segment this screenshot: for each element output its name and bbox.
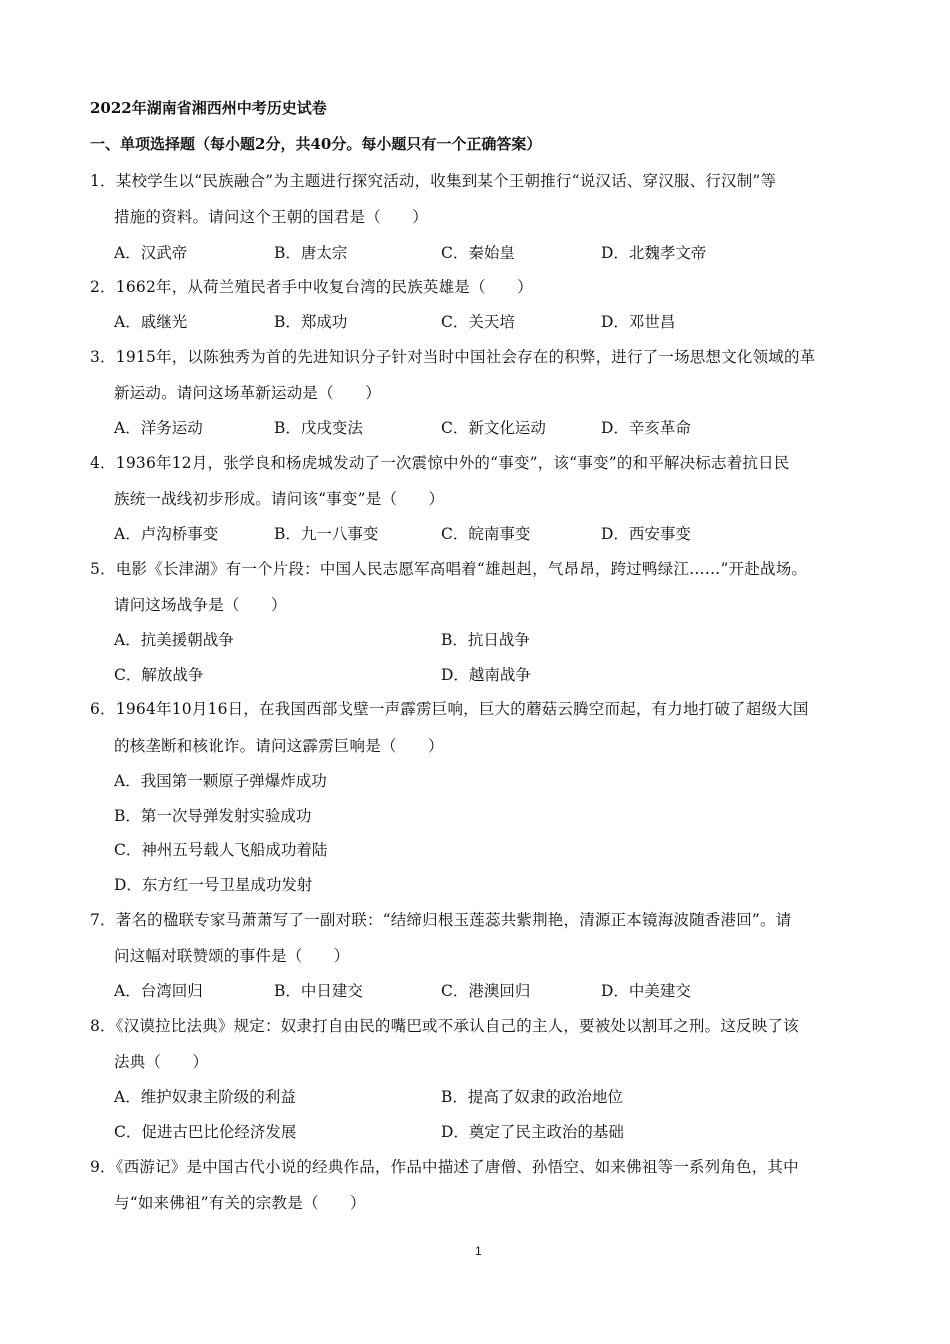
question-3-option-b: B．戊戌变法 xyxy=(274,419,363,437)
question-8-line-1: 8．《汉谟拉比法典》规定：奴隶打自由民的嘴巴或不承认自己的主人，要被处以割耳之刑。这反映了该 xyxy=(90,1017,799,1035)
question-4-option-a: A．卢沟桥事变 xyxy=(114,525,219,543)
question-1-option-a: A．汉武帝 xyxy=(114,244,188,262)
question-9-line-2: 与“如来佛祖”有关的宗教是（ ） xyxy=(114,1194,366,1212)
question-1-option-b: B．唐太宗 xyxy=(274,244,348,262)
question-6-line-1: 6．1964年10月16日，在我国西部戈壁一声霹雳巨响，巨大的蘑菇云腾空而起，有力地打破了超级大国 xyxy=(90,700,809,718)
question-7-option-b: B．中日建交 xyxy=(274,982,363,1000)
question-8-option-d: D．奠定了民主政治的基础 xyxy=(441,1123,624,1141)
page-number: 1 xyxy=(475,1244,482,1258)
question-8-option-c: C．促进古巴比伦经济发展 xyxy=(114,1123,297,1141)
question-2-option-b: B．郑成功 xyxy=(274,313,348,331)
question-8-line-2: 法典（ ） xyxy=(114,1053,209,1071)
question-2-option-c: C．关天培 xyxy=(441,313,515,331)
question-3-option-c: C．新文化运动 xyxy=(441,419,546,437)
question-5-option-b: B．抗日战争 xyxy=(441,631,530,649)
question-7-option-d: D．中美建交 xyxy=(601,982,691,1000)
question-4-option-c: C．皖南事变 xyxy=(441,525,531,543)
question-5-option-c: C．解放战争 xyxy=(114,666,204,684)
question-2-option-d: D．邓世昌 xyxy=(601,313,676,331)
question-6-option-b: B．第一次导弹发射实验成功 xyxy=(114,807,312,825)
question-6-option-d: D．东方红一号卫星成功发射 xyxy=(114,876,313,894)
question-3-line-2: 新运动。请问这场革新运动是（ ） xyxy=(114,384,381,402)
question-2-line-1: 2．1662年，从荷兰殖民者手中收复台湾的民族英雄是（ ） xyxy=(90,278,533,296)
question-6-option-c: C．神州五号载人飞船成功着陆 xyxy=(114,841,328,859)
question-7-line-2: 问这幅对联赞颂的事件是（ ） xyxy=(114,947,350,965)
question-4-option-d: D．西安事变 xyxy=(601,525,691,543)
question-6-line-2: 的核垄断和核讹诈。请问这霹雳巨响是（ ） xyxy=(114,737,444,755)
document-title: 2022年湖南省湘西州中考历史试卷 xyxy=(90,99,327,117)
question-2-option-a: A．戚继光 xyxy=(114,313,188,331)
question-5-line-1: 5．电影《长津湖》有一个片段：中国人民志愿军高唱着“雄赳赳，气昂昂，跨过鸭绿江……”开赴战场。 xyxy=(90,560,808,578)
question-7-option-c: C．港澳回归 xyxy=(441,982,531,1000)
question-5-line-2: 请问这场战争是（ ） xyxy=(114,596,287,614)
question-4-line-1: 4．1936年12月，张学良和杨虎城发动了一次震惊中外的“事变”，该“事变”的和平解决标志着抗日民 xyxy=(90,454,790,472)
question-8-option-a: A．维护奴隶主阶级的利益 xyxy=(114,1088,296,1106)
question-3-line-1: 3．1915年，以陈独秀为首的先进知识分子针对当时中国社会存在的积弊，进行了一场思想文化领域的革 xyxy=(90,348,816,366)
question-3-option-a: A．洋务运动 xyxy=(114,419,203,437)
section-heading: 一、单项选择题（每小题2分，共40分。每小题只有一个正确答案） xyxy=(90,135,542,153)
question-1-line-2: 措施的资料。请问这个王朝的国君是（ ） xyxy=(114,208,429,226)
question-9-line-1: 9．《西游记》是中国古代小说的经典作品，作品中描述了唐僧、孙悟空、如来佛祖等一系列角色，其中 xyxy=(90,1158,799,1176)
question-8-option-b: B．提高了奴隶的政治地位 xyxy=(441,1088,623,1106)
question-5-option-a: A．抗美援朝战争 xyxy=(114,631,234,649)
question-1-line-1: 1．某校学生以“民族融合”为主题进行探究活动，收集到某个王朝推行“说汉话、穿汉服、行汉制”等 xyxy=(90,172,777,190)
question-3-option-d: D．辛亥革命 xyxy=(601,419,691,437)
question-6-option-a: A．我国第一颗原子弹爆炸成功 xyxy=(114,772,327,790)
question-1-option-c: C．秦始皇 xyxy=(441,244,515,262)
question-4-line-2: 族统一战线初步形成。请问该“事变”是（ ） xyxy=(114,490,445,508)
question-5-option-d: D．越南战争 xyxy=(441,666,531,684)
question-1-option-d: D．北魏孝文帝 xyxy=(601,244,707,262)
question-7-line-1: 7．著名的楹联专家马萧萧写了一副对联：“结缔归根玉莲蕊共紫荆艳，清源正本镜海波随香港回”。请 xyxy=(90,911,792,929)
question-4-option-b: B．九一八事变 xyxy=(274,525,379,543)
question-7-option-a: A．台湾回归 xyxy=(114,982,203,1000)
